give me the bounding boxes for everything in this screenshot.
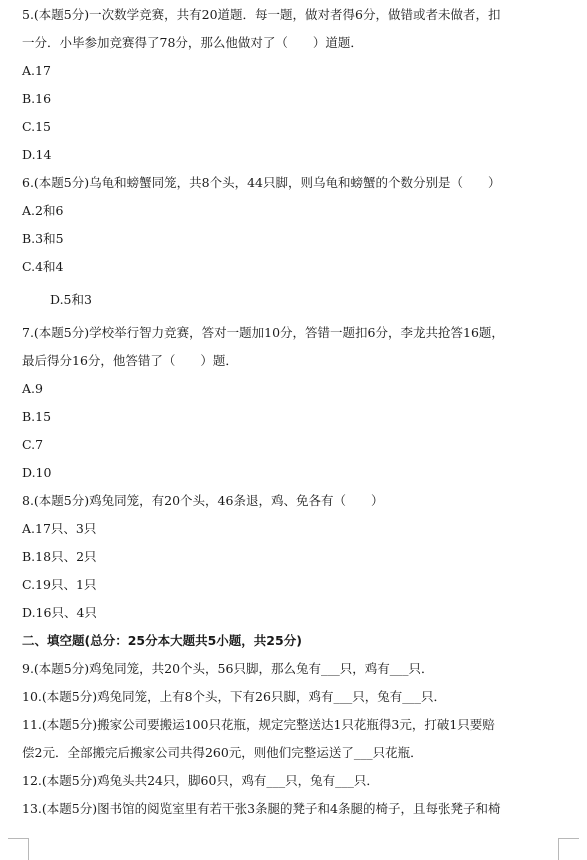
q9-stem-line-1: 9.(本题5分)鸡兔同笼，共20个头，56只脚，那么兔有___只，鸡有___只．	[22, 661, 434, 676]
section-heading-fill-in: 二、填空题(总分：25分本大题共5小题，共25分)	[22, 633, 302, 648]
q8-option-a: A.17只、3只	[22, 521, 97, 536]
q10-stem-line-1: 10.(本题5分)鸡兔同笼，上有8个头，下有26只脚，鸡有___只，兔有___只．	[22, 689, 446, 704]
q5-stem-line-1: 5.(本题5分)一次数学竞赛，共有20道题．每一题，做对者得6分，做错或者未做者，扣	[22, 7, 501, 22]
q11-stem-line-2: 偿2元．全部搬完后搬家公司共得260元，则他们完整运送了___只花瓶．	[22, 745, 423, 760]
q13-stem-line-1: 13.(本题5分)图书馆的阅览室里有若干张3条腿的凳子和4条腿的椅子，且每张凳子和椅	[22, 801, 501, 816]
crop-mark-right-vertical	[558, 838, 559, 860]
q8-option-b: B.18只、2只	[22, 549, 97, 564]
crop-mark-left-vertical	[28, 838, 29, 860]
q6-stem-line-1: 6.(本题5分)乌龟和螃蟹同笼，共8个头，44只脚，则乌龟和螃蟹的个数分别是（ ）	[22, 175, 501, 190]
q7-option-b: B.15	[22, 409, 52, 424]
q8-option-d: D.16只、4只	[22, 605, 97, 620]
q5-option-c: C.15	[22, 119, 51, 134]
crop-mark-left-horizontal	[8, 838, 29, 839]
q7-option-a: A.9	[22, 381, 43, 396]
q5-option-d: D.14	[22, 147, 52, 162]
q7-option-d: D.10	[22, 465, 52, 480]
q12-stem-line-1: 12.(本题5分)鸡兔头共24只，脚60只，鸡有___只，兔有___只．	[22, 773, 379, 788]
q11-stem-line-1: 11.(本题5分)搬家公司要搬运100只花瓶，规定完整送达1只花瓶得3元，打破1只要赔	[22, 717, 495, 732]
q6-option-d: D.5和3	[50, 292, 92, 307]
q7-stem-line-2: 最后得分16分，他答错了（ ）题．	[22, 353, 238, 368]
q8-option-c: C.19只、1只	[22, 577, 97, 592]
q6-option-b: B.3和5	[22, 231, 64, 246]
q5-stem-line-2: 一分．小毕参加竞赛得了78分，那么他做对了（ ）道题．	[22, 35, 363, 50]
crop-mark-right-horizontal	[558, 838, 579, 839]
q5-option-b: B.16	[22, 91, 52, 106]
q8-stem-line-1: 8.(本题5分)鸡兔同笼，有20个头，46条退，鸡、免各有（ ）	[22, 493, 384, 508]
q7-stem-line-1: 7.(本题5分)学校举行智力竞赛，答对一题加10分，答错一题扣6分，李龙共抢答16题，	[22, 325, 504, 340]
q6-option-c: C.4和4	[22, 259, 64, 274]
q5-option-a: A.17	[22, 63, 51, 78]
q6-option-a: A.2和6	[22, 203, 64, 218]
q7-option-c: C.7	[22, 437, 44, 452]
